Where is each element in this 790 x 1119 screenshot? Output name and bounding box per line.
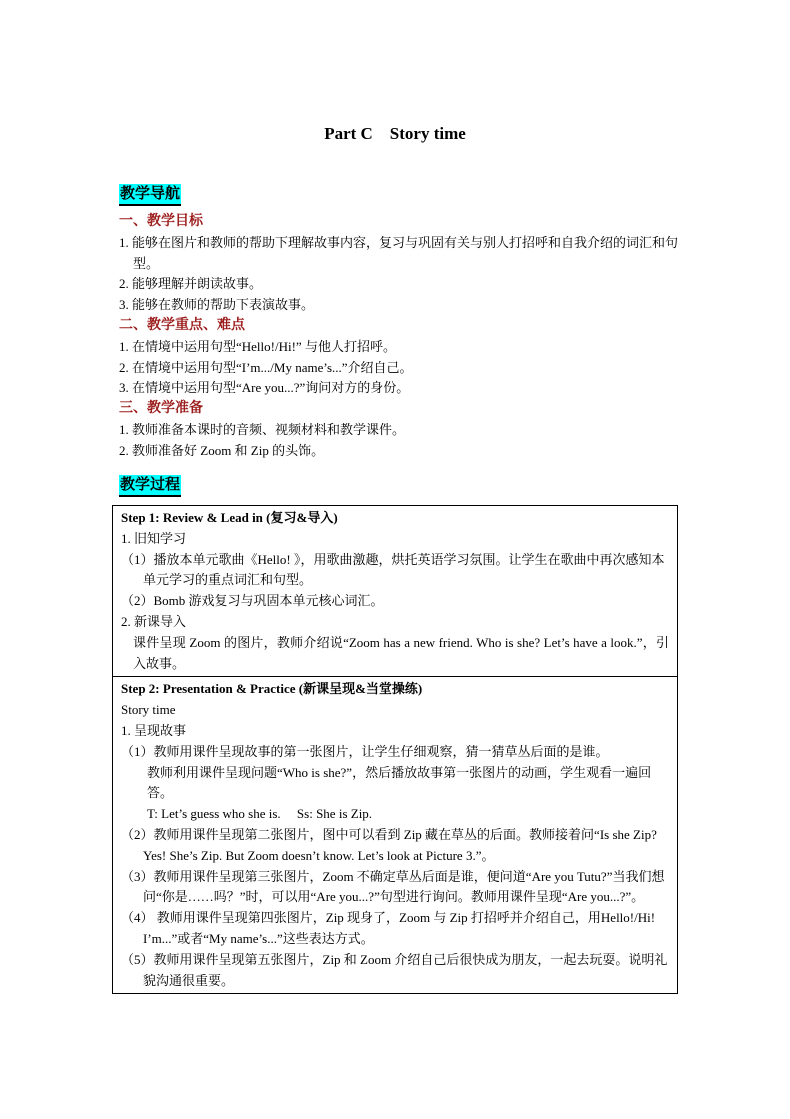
prep-item: 1. 教师准备本课时的音频、视频材料和教学课件。 [119,421,406,437]
section-heading-process: 教学过程 [119,475,181,497]
prep-item: 2. 教师准备好 Zoom 和 Zip 的头饰。 [119,442,325,458]
step-line: 1. 旧知学习 [121,530,187,546]
key-item: 2. 在情境中运用句型“I’m.../My name’s...”介绍自己。 [119,359,413,375]
step-line: （4） 教师用课件呈现第四张图片，Zip 现身了，Zoom 与 Zip 打招呼并介绍自己，用Hello!/Hi! I’m...”或者“My name’s...”这些表达方式。 [121,910,656,946]
step-line: 2. 新课导入 [121,613,187,629]
objectives-block [119,212,679,462]
step-line: （1）播放本单元歌曲《Hello! 》，用歌曲激趣，烘托英语学习氛围。让学生在歌曲中再次感知本单元学习的重点词汇和句型。 [121,551,665,588]
prep-heading: 三、教学准备 [119,401,203,417]
step-2-heading: Step 2: Presentation & Practice (新课呈现&当堂操练) [121,681,423,697]
step-line: 课件呈现 Zoom 的图片，教师介绍说“Zoom has a new friend. Who is she? Let’s have a look.”，引入故事。 [133,634,669,671]
goal-item: 2. 能够理解并朗读故事。 [119,276,263,292]
step-line: T: Let’s guess who she is. Ss: She is Zip. [147,806,373,822]
step-line: 教师利用课件呈现问题“Who is she?”，然后播放故事第一张图片的动画，学生观看一遍回答。 [147,764,652,801]
goal-item: 1. 能够在图片和教师的帮助下理解故事内容，复习与巩固有关与别人打招呼和自我介绍的词汇和句型。 [119,234,679,271]
step-line: （2）Bomb 游戏复习与巩固本单元核心词汇。 [121,593,384,609]
step-2-cell [113,676,677,993]
step-line: （3）教师用课件呈现第三张图片，Zoom 不确定草丛后面是谁，便问道“Are you Tutu?”当我们想问“你是……吗？”时，可以用“Are you...?”句型进行询问。教师用课件呈现“Are you...?”。 [121,868,665,905]
section-heading-guide: 教学导航 [119,184,181,206]
key-item: 3. 在情境中运用句型“Are you...?”询问对方的身份。 [119,380,410,396]
goal-item: 3. 能够在教师的帮助下表演故事。 [119,297,315,313]
step-line: Story time [121,702,176,718]
step-1-heading: Step 1: Review & Lead in (复习&导入) [121,510,338,525]
keypoints-heading: 二、教学重点、难点 [119,317,245,333]
step-1-cell [113,506,677,676]
process-table [112,505,678,994]
key-item: 1. 在情境中运用句型“Hello!/Hi!” 与他人打招呼。 [119,338,396,354]
objectives-heading: 一、教学目标 [119,214,203,229]
step-line: （1）教师用课件呈现故事的第一张图片，让学生仔细观察，猜一猜草丛后面的是谁。 [121,743,609,759]
step-line: 1. 呈现故事 [121,722,187,738]
step-line: （5）教师用课件呈现第五张图片，Zip 和 Zoom 介绍自己后很快成为朋友，一起去玩耍。说明礼貌沟通很重要。 [121,951,668,988]
page-title: Part C Story time [324,124,466,143]
step-line: （2）教师用课件呈现第二张图片，图中可以看到 Zip 藏在草丛的后面。教师接着问“Is she Zip? Yes! She’s Zip. But Zoom doesn’t know. Let’s look at Picture 3.”。 [121,826,657,863]
